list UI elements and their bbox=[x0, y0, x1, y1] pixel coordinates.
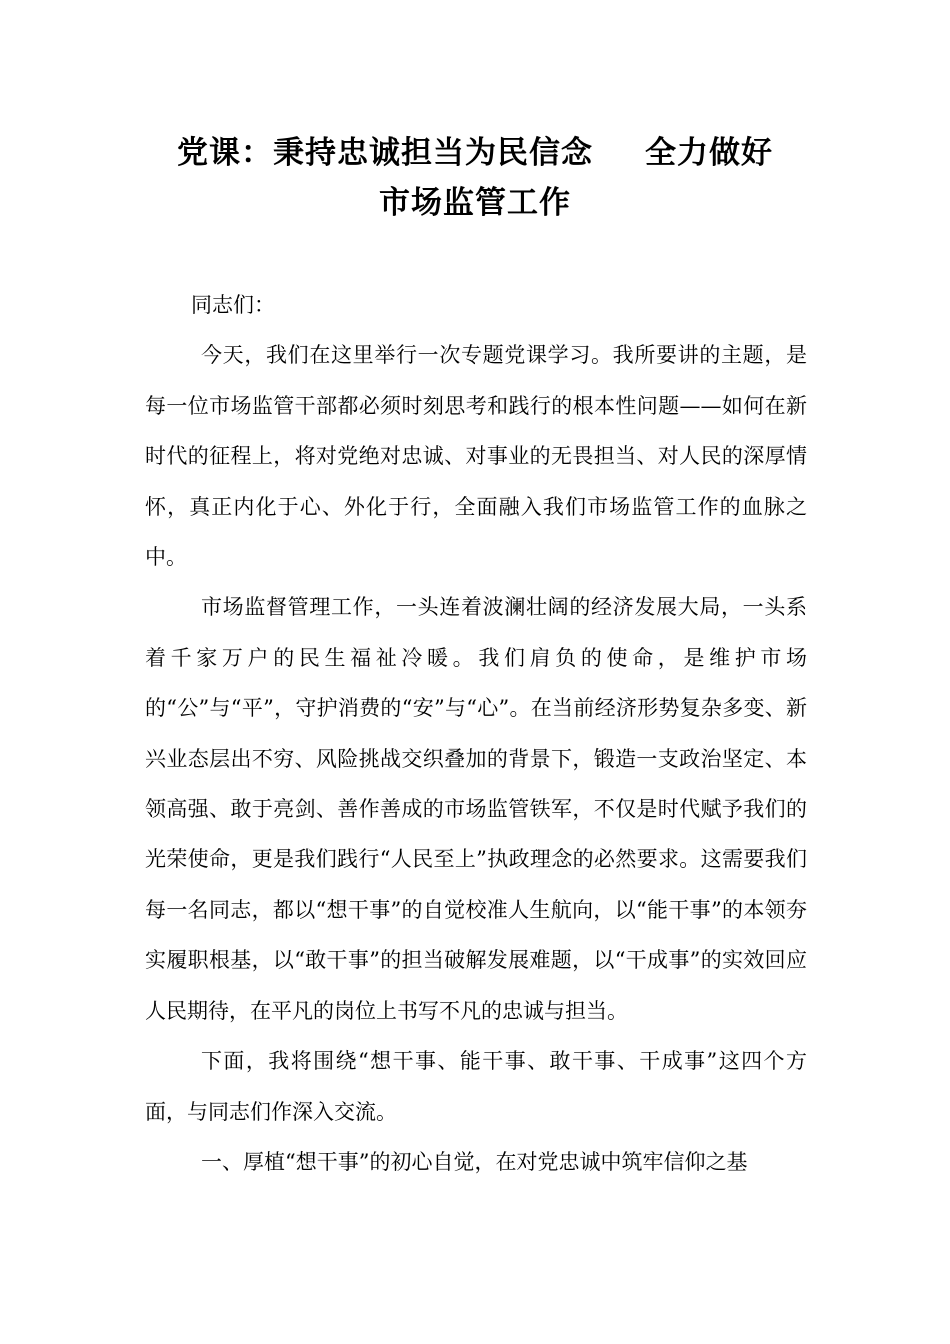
paragraph-outline: 下面，我将围绕“想干事、能干事、敢干事、干成事”这四个方面，与同志们作深入交流。 bbox=[145, 1049, 807, 1124]
title-line-2: 市场监管工作 bbox=[379, 185, 571, 221]
document-body bbox=[145, 280, 807, 1187]
title-line-1 bbox=[120, 128, 830, 178]
section-heading-1: 一、厚植“想干事”的初心自觉，在对党忠诚中筑牢信仰之基 bbox=[201, 1149, 748, 1174]
title-line-1-part-b: 全力做好 bbox=[645, 135, 773, 171]
document-title bbox=[120, 128, 830, 228]
title-line-1-part-a: 党课：秉持忠诚担当为民信念 bbox=[177, 135, 593, 171]
salutation: 同志们： bbox=[191, 293, 275, 317]
paragraph-mission: 市场监督管理工作，一头连着波澜壮阔的经济发展大局，一头系着千家万户的民生福祉冷暖。我们肩负的使命，是维护市场的“公”与“平”，守护消费的“安”与“心”。在当前经济形势复杂多变、新兴业态层出不穷、风险挑战交织叠加的背景下，锻造一支政治坚定、本领高强、敢于亮剑、善作善成的市场监管铁军，不仅是时代赋予我们的光荣使命，更是我们践行“人民至上”执政理念的必然要求。这需要我们每一名同志，都以“想干事”的自觉校准人生航向，以“能干事”的本领夯实履职根基，以“敢干事”的担当破解发展难题，以“干成事”的实效回应人民期待，在平凡的岗位上书写不凡的忠诚与担当。 bbox=[145, 595, 807, 1023]
paragraph-intro: 今天，我们在这里举行一次专题党课学习。我所要讲的主题，是每一位市场监管干部都必须时刻思考和践行的根本性问题——如何在新时代的征程上，将对党绝对忠诚、对事业的无畏担当、对人民的深厚情怀，真正内化于心、外化于行，全面融入我们市场监管工作的血脉之中。 bbox=[145, 343, 807, 570]
